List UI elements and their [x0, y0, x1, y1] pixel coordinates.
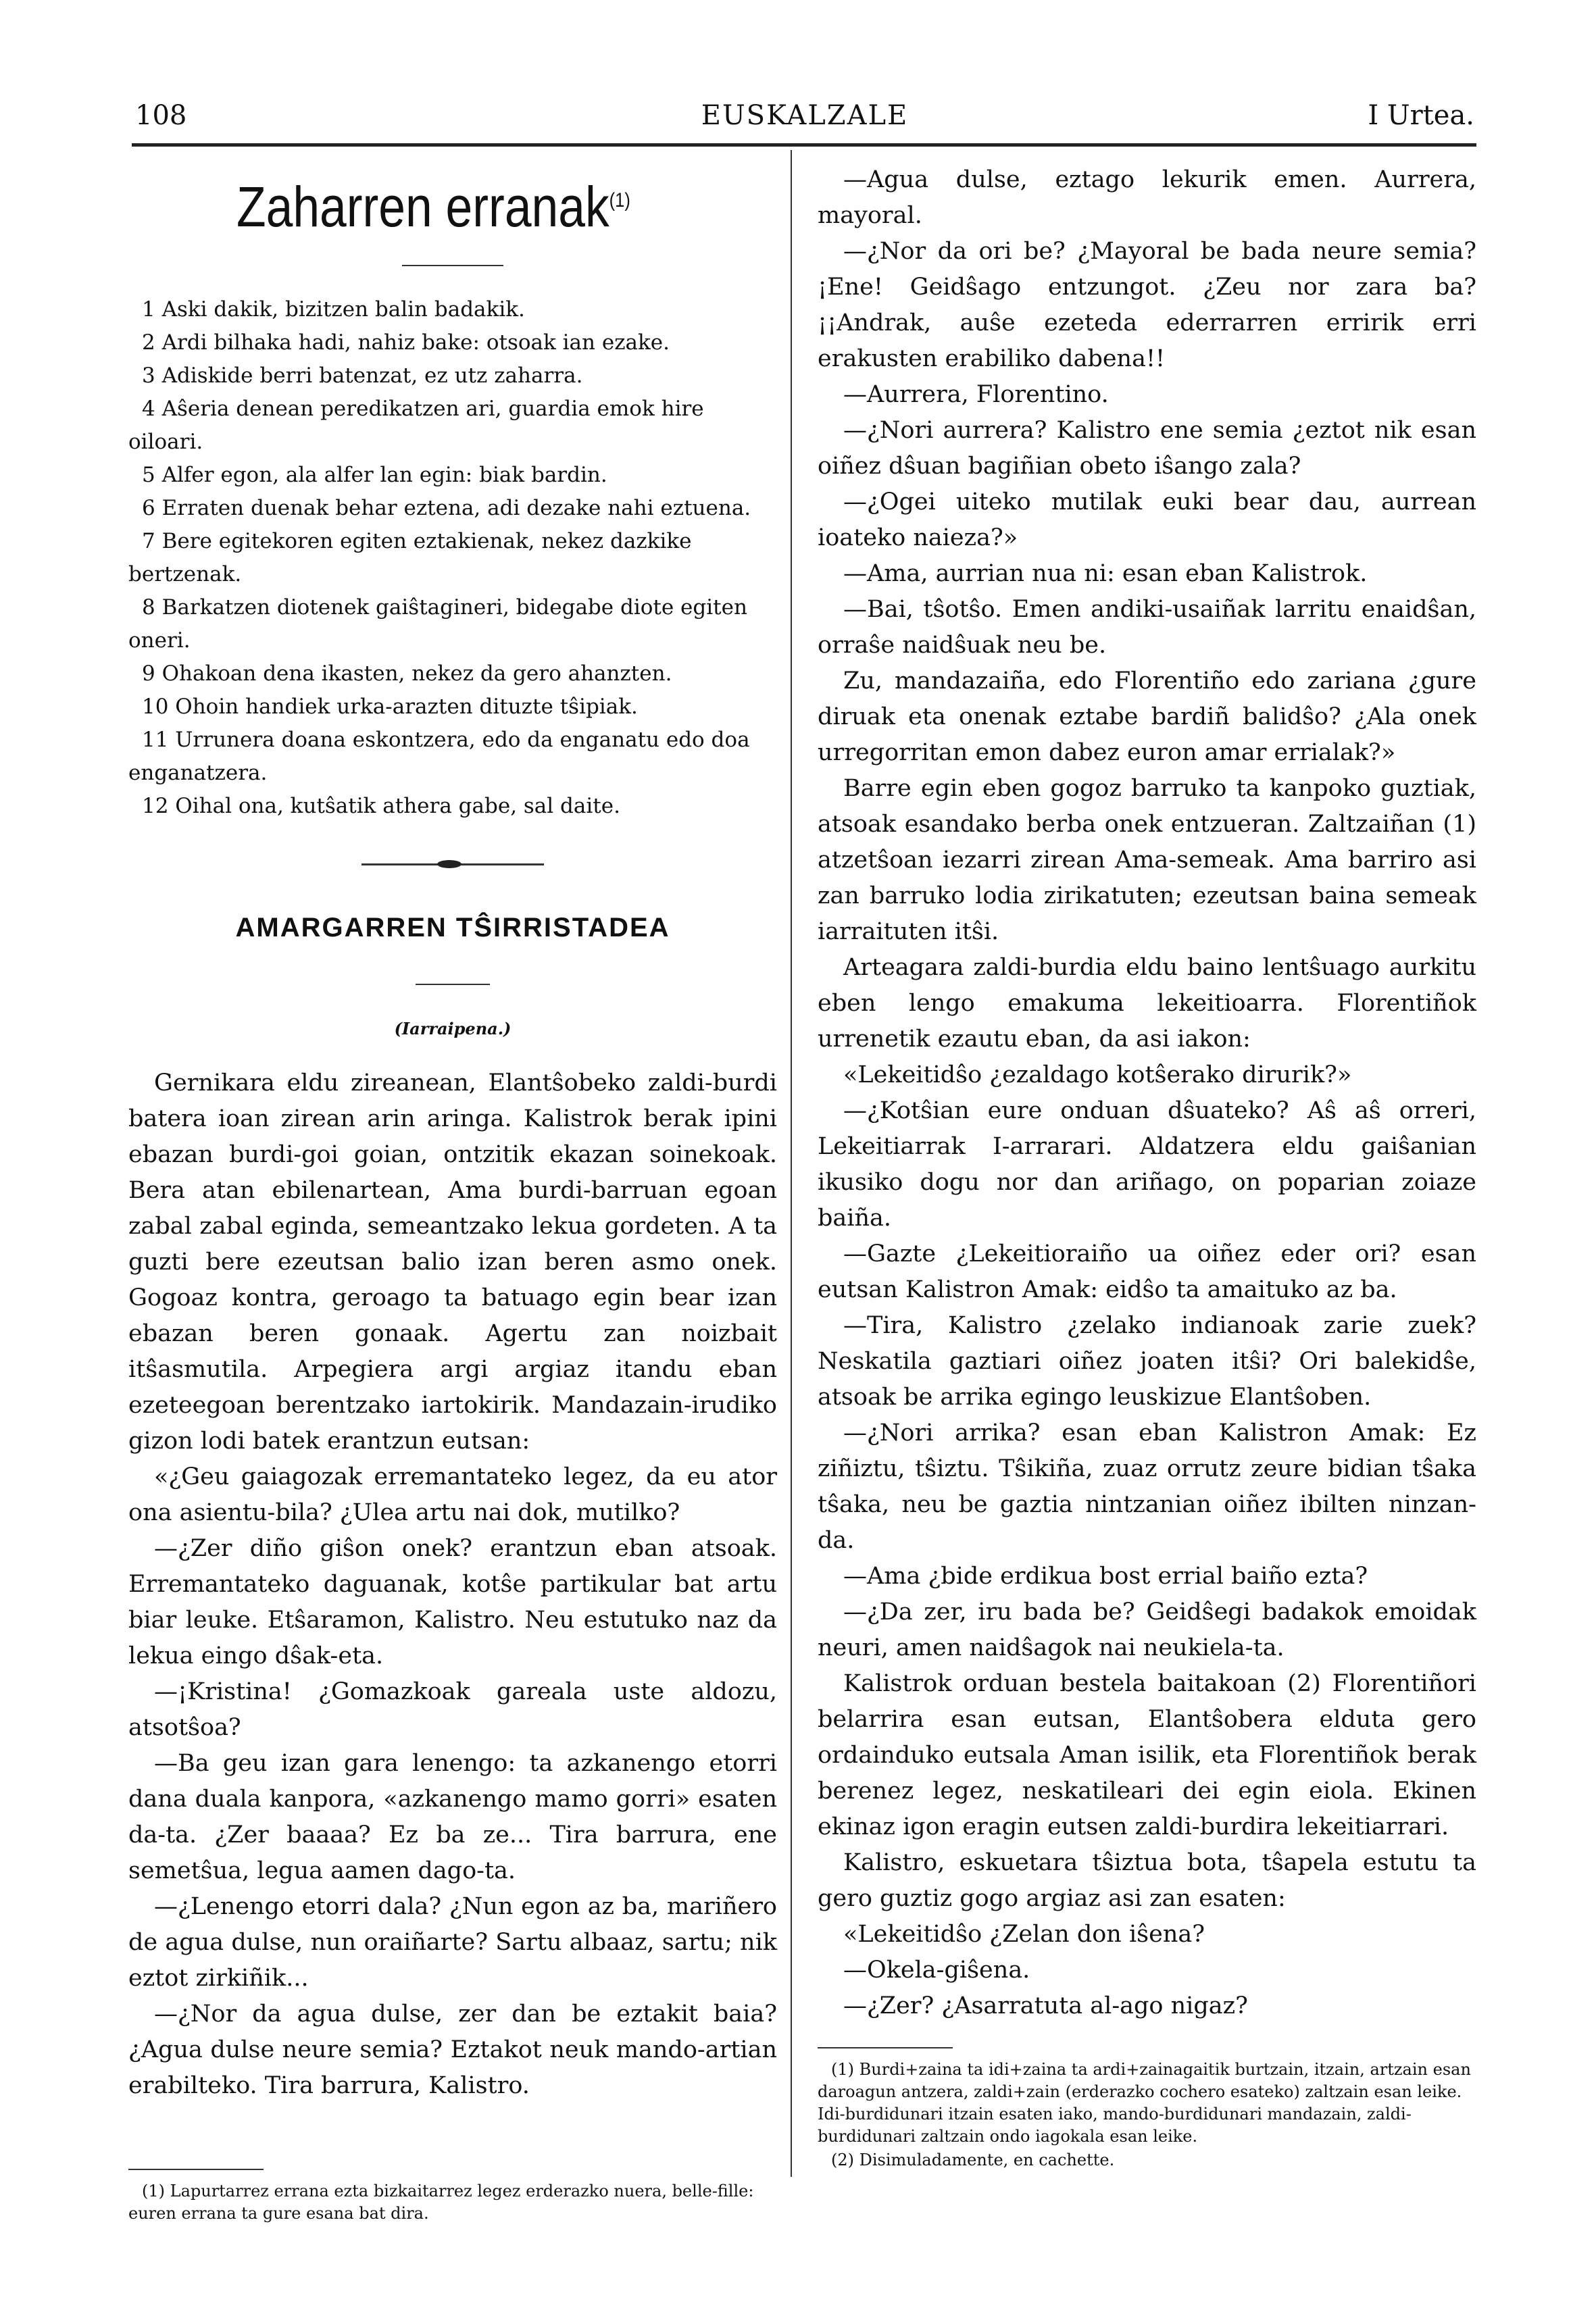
- paragraph: Gernikara eldu zireanean, Elantŝobeko zaldi-burdi batera ioan zirean arin aringa. Kalistrok berak ipini ebazan burdi-goi goian, ontzitik ekazan soinekoak. Bera atan ebilenartean, Ama burdi-barruan egoan zabal zabal eginda, semeantzako lekua gordeten. A ta guzti bere ezeutsan balio izan beren asmo onek. Gogoaz kontra, geroago ta batuago egin bear izan ebazan beren gonaak. Agertu zan noizbait itŝasmutila. Arpegiera argi argiaz itandu eban ezeteegoan berentzako iartokirik. Mandazain-irudiko gizon lodi batek erantzun eutsan:: [128, 1070, 777, 1455]
- paragraph: —Aurrera, Florentino.: [843, 381, 1109, 408]
- header-rule: [132, 143, 1476, 147]
- ornament-divider: [361, 863, 544, 865]
- journal-name: EUSKALZALE: [701, 100, 909, 131]
- story-tag: (Iarraipena.): [394, 1019, 512, 1039]
- footnote-rule: [818, 2047, 953, 2048]
- page-number: 108: [135, 100, 187, 131]
- proverb: 4 Aŝeria denean peredikatzen ari, guardia emok hire oiloari.: [128, 397, 704, 455]
- proverb: 10 Ohoin handiek urka-arazten dituzte tŝipiak.: [142, 695, 638, 720]
- section-title: Zaharren erranak$^{(1)}$: [236, 175, 630, 238]
- left-footnotes: [128, 2148, 777, 2226]
- paragraph: —Bai, tŝotŝo. Emen andiki-usaiñak larritu enaidŝan, orraŝe naidŝuak neu be.: [818, 596, 1476, 659]
- paragraph: —¿Nori arrika? esan eban Kalistron Amak: Ez ziñiztu, tŝiztu. Tŝikiña, zuaz orrutz zeure bidian tŝaka tŝaka, neu be gaztia nintzanian oiñez ibilten ninzan-da.: [818, 1419, 1476, 1554]
- proverb: 8 Barkatzen diotenek gaiŝtagineri, bidegabe diote egiten oneri.: [128, 595, 747, 653]
- proverb: 11 Urrunera doana eskontzera, edo da enganatu edo doa enganatzera.: [128, 728, 750, 786]
- proverb: 3 Adiskide berri batenzat, ez utz zaharra.: [142, 363, 583, 388]
- proverb: 12 Oihal ona, kutŝatik athera gabe, sal daite.: [142, 794, 620, 819]
- right-column: [818, 162, 1476, 2024]
- paragraph: —¿Da zer, iru bada be? Geidŝegi badakok emoidak neuri, amen naidŝagok nai neukiela-ta.: [818, 1599, 1476, 1661]
- proverb: 2 Ardi bilhaka hadi, nahiz bake: otsoak ian ezake.: [142, 330, 670, 355]
- proverb-list: [128, 293, 777, 823]
- paragraph: Kalistro, eskuetara tŝiztua bota, tŝapela estutu ta gero guztiz gogo argiaz asi zan esaten:: [818, 1849, 1476, 1912]
- paragraph: —¡Kristina! ¿Gomazkoak gareala uste aldozu, atsotŝoa?: [128, 1678, 777, 1742]
- paragraph: «¿Geu gaiagozak erremantateko legez, da eu ator ona asientu-bila? ¿Ulea artu nai dok, mutilko?: [128, 1463, 777, 1527]
- title-note-mark: (1): [609, 189, 630, 211]
- paragraph: Arteagara zaldi-burdia eldu baino lentŝuago aurkitu eben lengo emakuma lekeitioarra. Florentiñok urrenetik ezautu eban, da asi iakon:: [818, 954, 1476, 1053]
- proverb: 6 Erraten duenak behar eztena, adi dezake nahi eztuena.: [142, 496, 751, 521]
- issue-label: I Urtea.: [1368, 100, 1474, 131]
- left-column: [128, 162, 777, 2104]
- paragraph: Zu, mandazaiña, edo Florentiño edo zariana ¿gure diruak eta onenak eztabe bardiñ balidŝo? ¿Ala onek urregorritan emon dabez euron amar errialak?»: [818, 668, 1476, 766]
- story-body-left: [128, 1065, 777, 2104]
- running-header: [135, 100, 1474, 141]
- paragraph: Kalistrok orduan bestela baitakoan (2) Florentiñori belarrira esan eutsan, Elantŝobera elduta gero ordainduko eutsala Aman isilik, eta Florentiñok berak berenez legez, neskatileari dei egin eiola. Ekinen ekinaz igon eragin eutsen zaldi-burdira lekeitiarrari.: [818, 1670, 1476, 1840]
- paragraph: —Tira, Kalistro ¿zelako indianoak zarie zuek? Neskatila gaztiari oiñez joaten itŝi? Ori balekidŝe, atsoak be arrika egingo leuskizue Elantŝoben.: [818, 1312, 1476, 1411]
- proverb: 9 Ohakoan dena ikasten, nekez da gero ahanzten.: [142, 661, 672, 686]
- title-rule: [402, 265, 503, 266]
- paragraph: —¿Zer diño giŝon onek? erantzun eban atsoak. Erremantateko daguanak, kotŝe partikular bat artu biar leuke. Etŝaramon, Kalistro. Neu estutuko naz da lekua eingo dŝak-eta.: [128, 1535, 777, 1670]
- proverb: 7 Bere egitekoren egiten eztakienak, nekez dazkike bertzenak.: [128, 529, 692, 587]
- proverb: 1 Aski dakik, bizitzen balin badakik.: [142, 297, 525, 322]
- paragraph: —¿Lenengo etorri dala? ¿Nun egon az ba, mariñero de agua dulse, nun oraiñarte? Sartu albaaz, sartu; nik eztot zirkiñik...: [128, 1893, 777, 1992]
- footnote: (1) Burdi+zaina ta idi+zaina ta ardi+zainagaitik burtzain, itzain, artzain esan daroagun antzera, zaldi+zain (erderazko cochero esateko) zaltzain esan leike. Idi-burdidunari itzain esaten iako, mando-burdidunari mandazain, zaldi-burdidunari zaltzain ondo iagokala esan leike.: [818, 2060, 1471, 2146]
- paragraph: —¿Nor da ori be? ¿Mayoral be bada neure semia? ¡Ene! Geidŝago entzungot. ¿Zeu nor zara ba? ¡¡Andrak, auŝe ezeteda ederrarren erririk erri erakusten erabiliko dabena!!: [818, 238, 1476, 372]
- footnote: (1) Lapurtarrez errana ezta bizkaitarrez legez erderazko nuera, belle-fille: euren errana ta gure esana bat dira.: [128, 2182, 754, 2223]
- paragraph: —Ba geu izan gara lenengo: ta azkanengo etorri dana duala kanpora, «azkanengo mamo gorri» esaten da-ta. ¿Zer baaaa? Ez ba ze... Tira barrura, ene semetŝua, legua aamen dago-ta.: [128, 1750, 777, 1885]
- footnote: (2) Disimuladamente, en cachette.: [831, 2150, 1115, 2169]
- paragraph: —¿Nori aurrera? Kalistro ene semia ¿eztot nik esan oiñez dŝuan bagiñian obeto iŝango zala?: [818, 417, 1476, 480]
- paragraph: «Lekeitidŝo ¿Zelan don iŝena?: [843, 1921, 1205, 1948]
- paragraph: —Gazte ¿Lekeitioraiño ua oiñez eder ori? esan eutsan Kalistron Amak: eidŝo ta amaituko az ba.: [818, 1240, 1476, 1303]
- story-body-right: [818, 162, 1476, 2024]
- right-footnotes: [818, 2027, 1476, 2173]
- paragraph: —Ama ¿bide erdikua bost errial baiño ezta?: [843, 1563, 1368, 1590]
- proverb: 5 Alfer egon, ala alfer lan egin: biak bardin.: [142, 463, 607, 488]
- paragraph: —Agua dulse, eztago lekurik emen. Aurrera, mayoral.: [818, 166, 1476, 229]
- paragraph: —¿Ogei uiteko mutilak euki bear dau, aurrean ioateko naieza?»: [818, 488, 1476, 551]
- paragraph: —Okela-giŝena.: [843, 1957, 1030, 1984]
- footnote-rule: [128, 2169, 264, 2170]
- paragraph: —¿Zer? ¿Asarratuta al-ago nigaz?: [843, 1992, 1248, 2019]
- paragraph: —¿Nor da agua dulse, zer dan be eztakit baia? ¿Agua dulse neure semia? Eztakot neuk mando-artian erabilteko. Tira barrura, Kalistro.: [128, 2001, 777, 2100]
- story-title: AMARGARREN TŜIRRISTADEA: [235, 913, 670, 943]
- story-title-rule: [416, 984, 490, 985]
- paragraph: —Ama, aurrian nua ni: esan eban Kalistrok.: [843, 560, 1368, 587]
- paragraph: «Lekeitidŝo ¿ezaldago kotŝerako dirurik?»: [843, 1061, 1352, 1088]
- column-divider: [791, 150, 792, 2177]
- paragraph: Barre egin eben gogoz barruko ta kanpoko guztiak, atsoak esandako berba onek entzueran. Zaltzaiñan (1) atzetŝoan iezarri zirean Ama-semeak. Ama barriro asi zan barruko lodia zirikatuten; ezeutsan baina semeak iarraituten itŝi.: [818, 775, 1476, 945]
- paragraph: —¿Kotŝian eure onduan dŝuateko? Aŝ aŝ orreri, Lekeitiarrak I-arrarari. Aldatzera eldu gaiŝanian ikusiko dogu nor dan ariñago, on poparian zoiaze baiña.: [818, 1097, 1476, 1232]
